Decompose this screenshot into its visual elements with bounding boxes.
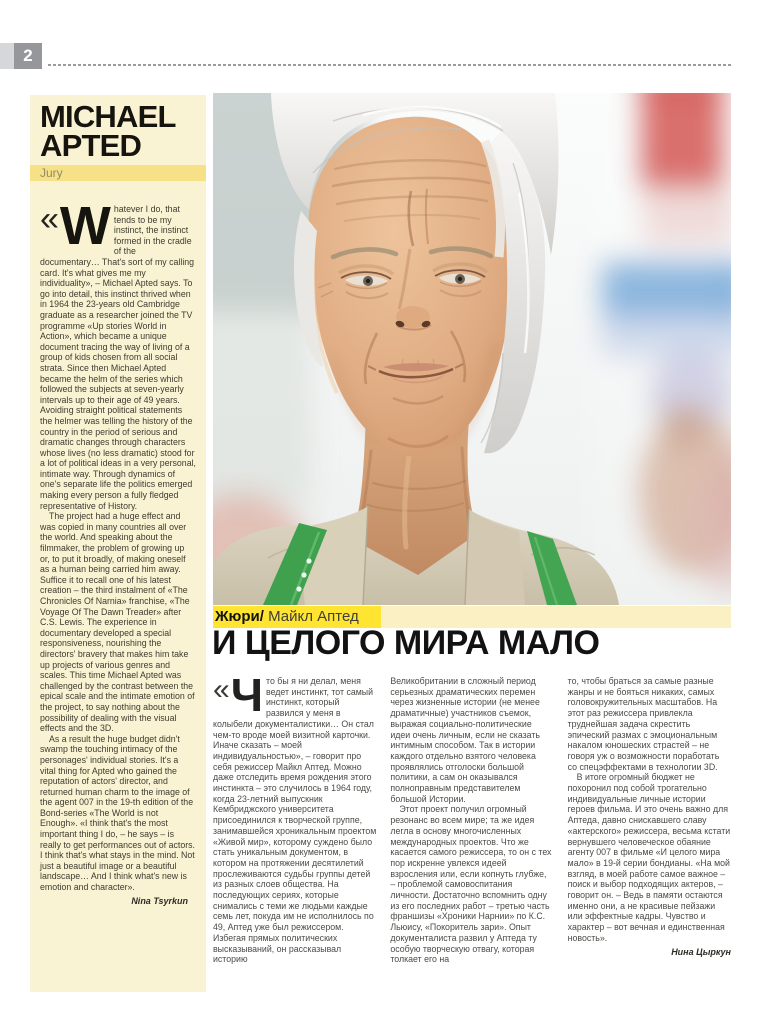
article-column-3: [568, 676, 731, 965]
title-line-2: APTED: [40, 127, 142, 163]
body-paragraph: The project had a huge effect and was copied in many countries all over the world. And speaking about the filmmaker, the problem of growing up or, to put it broadly, of making oneself as a human being carried him away. Suffice it to recall one of his latest creation – the third instalment of «The Chronicles Of Narnia» franchise, «The Voyage Of The Dawn Treader» after C.S. Lewis. The experience in documentary developed a special responsiveness, nourishing the directors' bravery that makes him take up projects of various genres and scales. This time Michael Apted was challenged by the contrast between the epical scale and the intimate emotion of the project, to say nothing about the possibility of dealing with the visual effects and the 3D.: [40, 511, 195, 734]
open-quote: «: [213, 673, 230, 706]
english-column: [30, 95, 206, 992]
body-paragraph: Великобритании в сложный период серьезных драматических перемен через жизненные истории (не менее драматичные) участников съемок, выражая социально-политические идеи очень личным, если не сказать интимным способом. Так в истории каждого отдельно взятого человека проявлялись отголоски большой политики, а сам он оказывался полноправным представителем большой Истории.: [390, 676, 540, 804]
dotted-rule: [48, 64, 733, 66]
paragraph-text: hatever I do, that tends to be my instinct, the instinct formed in the cradle of the documentary… That's sort of my calling card. It's what gives me my individuality», – Michael Apted says. To go into detail, this instinct thrived when in 1964 the 23-years old Cambridge graduate as a researcher joined the TV programme «Up stories World in Action», which became a unique document tracing the way of living of a group of kids chosen from all social strata. Since then Michael Apted became the helm of the series which followed the subjects at seven-yearly intervals up to their age of 49 years. Avoiding straight political statements the helmer was telling the history of the country in the period of serious and dramatic changes through characters whose lives (no less dramatic) stood for a lot of political ideas in a very personal, intimate way. Through dynamics of one's separate life the politics emerged making every person a fully fledged representative of History.: [40, 204, 196, 511]
kicker-section: Жюри/: [215, 608, 264, 625]
english-body: [30, 181, 206, 906]
page-number: 2: [23, 46, 33, 65]
body-paragraph: As a result the huge budget didn't swamp the touching intimacy of the personages' individual stories. It's a vital thing for Apted who gained the reputation of actors' director, and returned human charm to the image of the agent 007 in the 19-th edition of the Bond-series «The World is not Enough». «I think that's the most important thing I do, – he says – is really to get performances out of actors. I think that's what stays in the mind. Not just a beautiful image or a beautiful landscape… And I think what's new is emotion and character».: [40, 733, 195, 893]
article-column-1: [213, 669, 377, 965]
author-byline-ru: Нина Цыркун: [671, 946, 731, 957]
article-headline-ru: И ЦЕЛОГО МИРА МАЛО: [212, 624, 600, 662]
michael-apted-photo: [213, 93, 731, 605]
article-title-en: [30, 95, 206, 163]
jury-kicker: Jury: [30, 165, 206, 181]
open-quote: «: [40, 200, 59, 239]
body-paragraph: В итоге огромный бюджет не похоронил под собой трогательно индивидуальные личные истории героев фильма. И это очень важно для Аптеда, давно снискавшего славу «актерского» режиссера, весьма кстати вернувшего человеческое обаяние агенту 007 в фильме «И целого мира мало» в 19-й серии бондианы. «На мой взгляд, в моей работе самое важное – поиск и выбор подходящих актеров, – говорит он. – Ведь в памяти остаются именно они, а не красивые пейзажи или эффектные кадры. Чувство и характер – вот вечная и единственная новость».: [567, 772, 731, 943]
body-paragraph: то, чтобы браться за самые разные жанры и не бояться никаких, самых головокружительных масштабов. На этот раз режиссера привлекла труднейшая задача скрестить эпический размах с эмоциональным накалом юношеских страстей – не говоря уж о возможности поработать со спецэффектами в технологии 3D.: [567, 676, 720, 772]
russian-body: [213, 669, 731, 965]
author-byline-en: Nina Tsyrkun: [131, 895, 188, 906]
page-number-badge: [14, 43, 42, 69]
body-paragraph: [40, 196, 196, 511]
title-line-1: MICHAEL: [40, 99, 176, 134]
portrait-illustration: [213, 93, 731, 605]
drop-cap: Ч: [230, 669, 264, 721]
page-number-edge-strip: [0, 43, 14, 69]
kicker-name: Майкл Аптед: [263, 608, 359, 625]
article-column-2: [390, 676, 553, 965]
body-paragraph: [213, 669, 377, 965]
body-paragraph: Этот проект получил огромный резонанс во всем мире; та же идея легла в основу многочисленных международных проектов. Что же касается самого режиссера, то он с тех пор искренне увлекся идеей взросления или, если копнуть глубже, – проблемой самовоспитания личности. Достаточно вспомнить одну из его последних работ – третью часть франшизы «Хроники Нарнии» по К.С. Льюису, «Покоритель зари». Опыт документалиста развил у Аптеда ту особую творческую отвагу, которая толкает его на: [390, 804, 552, 965]
paragraph-text: то бы я ни делал, меня ведет инстинкт, тот самый инстинкт, который развился у меня в колыбели документалистики… Он стал чем-то вроде моей визитной карточки. Иначе сказать – моей индивидуальностью», – говорит про себя режиссер Майкл Аптед. Можно даже отследить время рождения этого инстинкта – это случилось в 1964 году, когда 23-летний выпускник Кембриджского университета присоединился к творческой группе, занимавшейся хроникальным проектом «Живой мир», которому суждено было стать уникальным документом, в котором на протяжении десятилетий прослеживаются судьбы группы детей из разных слоев общества. На последующих сериях, которые снимались с теми же людьми каждые семь лет, покуда им не исполнилось по 49, Аптед уже был режиссером. Избегая прямых политических высказываний, он рассказывал историю: [213, 676, 377, 965]
drop-cap: W: [59, 196, 111, 257]
